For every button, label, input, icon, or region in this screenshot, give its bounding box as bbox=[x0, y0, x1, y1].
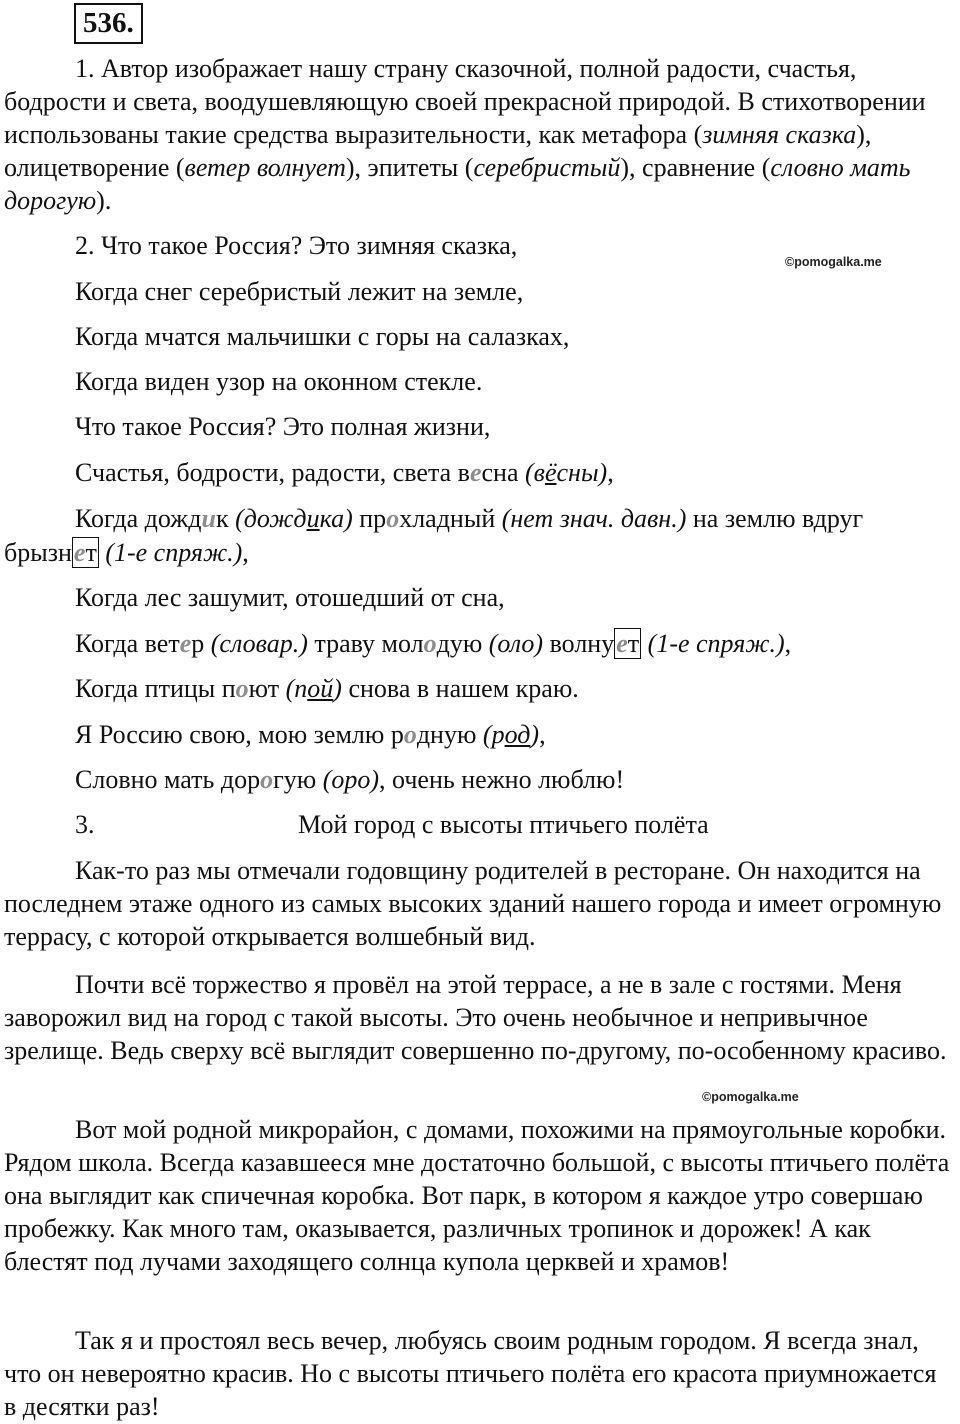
highlighted-letter: е bbox=[179, 629, 192, 658]
highlighted-letter: о bbox=[386, 504, 400, 533]
text: ). bbox=[96, 186, 112, 215]
text: ой bbox=[307, 674, 334, 703]
highlighted-letter: о bbox=[423, 629, 437, 658]
poem-line: Когда виден узор на оконном стекле. bbox=[75, 367, 483, 396]
grammar-note: (оро) bbox=[322, 765, 380, 794]
example-italic: ветер волнует bbox=[184, 153, 346, 182]
text: (дожд bbox=[235, 504, 307, 533]
text: Когда вет bbox=[75, 629, 180, 658]
text: , bbox=[242, 538, 249, 567]
text: сна bbox=[481, 458, 525, 487]
text: снова в нашем краю. bbox=[341, 674, 579, 703]
text: Когда птицы п bbox=[75, 674, 236, 703]
text: на землю вдруг bbox=[686, 504, 864, 533]
poem-line: 2. Что такое Россия? Это зимняя сказка, bbox=[75, 231, 518, 260]
text: т bbox=[85, 538, 97, 567]
highlighted-letter: и bbox=[201, 504, 216, 533]
text: , bbox=[784, 629, 792, 658]
text: к bbox=[215, 504, 236, 533]
example-italic: словно мать дорогую bbox=[4, 153, 911, 215]
grammar-note: (нет знач. давн.) bbox=[501, 504, 687, 533]
text: Словно мать дор bbox=[75, 765, 261, 794]
text: Когда дожд bbox=[75, 504, 202, 533]
grammar-note bbox=[525, 458, 607, 487]
text: гую bbox=[273, 765, 323, 794]
highlighted-letter: е bbox=[469, 458, 482, 487]
poem-line bbox=[75, 718, 546, 751]
text: пр bbox=[352, 504, 387, 533]
poem-line bbox=[75, 456, 614, 489]
text: ) bbox=[530, 720, 540, 749]
watermark: ©pomogalka.me bbox=[702, 1090, 799, 1104]
text: од bbox=[504, 720, 531, 749]
text: Счастья, бодрости, радости, света в bbox=[75, 458, 470, 487]
poem-line bbox=[75, 672, 579, 705]
text: ё bbox=[544, 458, 557, 487]
text: ), олицетворение ( bbox=[4, 120, 872, 182]
text: р bbox=[191, 629, 211, 658]
text: ют bbox=[248, 674, 286, 703]
poem-line: Когда мчатся мальчишки с горы на салазках, bbox=[75, 322, 570, 351]
text: , bbox=[539, 720, 546, 749]
watermark: ©pomogalka.me bbox=[785, 255, 882, 269]
text: и bbox=[306, 504, 320, 533]
example-italic: зимняя сказка bbox=[702, 120, 857, 149]
grammar-note bbox=[286, 674, 342, 703]
essay-title: Мой город с высоты птичьего полёта bbox=[298, 810, 709, 839]
highlighted-letter: е bbox=[616, 629, 628, 658]
poem-line-continuation bbox=[4, 536, 249, 569]
poem-line bbox=[75, 627, 791, 660]
text: ), эпитеты ( bbox=[345, 153, 474, 182]
text: , bbox=[607, 458, 614, 487]
text: 1. Автор изображает нашу страну сказочной, полной радости, счастья, бодрости и света, воодушевляющую своей прекрасной природой. В стихотворении использованы такие средства выразительности, как метафора ( bbox=[4, 54, 926, 149]
text: траву мол bbox=[307, 629, 424, 658]
poem-line: Что такое Россия? Это полная жизни, bbox=[75, 412, 491, 441]
grammar-note bbox=[483, 720, 539, 749]
grammar-note: (оло) bbox=[488, 629, 544, 658]
text: (п bbox=[285, 674, 308, 703]
poem-line: Когда лес зашумит, отошедший от сна, bbox=[75, 583, 505, 612]
grammar-note: (словар.) bbox=[210, 629, 308, 658]
answer-paragraph-1 bbox=[4, 52, 954, 217]
grammar-note: (1-е спряж.) bbox=[98, 538, 243, 567]
poem-line bbox=[75, 763, 624, 796]
poem-line: Когда снег серебристый лежит на земле, bbox=[75, 277, 524, 306]
essay-paragraph: Как-то раз мы отмечали годовщину родителей в ресторане. Он находится на последнем этаже одного из самых высоких зданий нашего города и имеет огромную террасу, с которой открывается волшебный вид. bbox=[4, 856, 942, 951]
ending-box bbox=[72, 537, 99, 568]
text: волну bbox=[543, 629, 615, 658]
essay-paragraph: Вот мой родной микрорайон, с домами, похожими на прямоугольные коробки. Рядом школа. Всегда казавшееся мне достаточно большой, с высоты птичьего полёта она выглядит как спичечная коробка. Вот парк, в котором я каждое утро совершаю пробежку. Как много там, оказывается, различных тропинок и дорожек! А как блестят под лучами заходящего солнца купола церквей и храмов! bbox=[4, 1115, 950, 1276]
essay-paragraph: Почти всё торжество я провёл на этой террасе, а не в зале с гостями. Меня заворожил вид на город с такой высоты. Это очень необычное и непривычное зрелище. Ведь сверху всё выглядит совершенно по-другому, по-особенному красиво. bbox=[4, 970, 947, 1065]
text: т bbox=[627, 629, 640, 658]
highlighted-letter: о bbox=[403, 720, 417, 749]
text: (в bbox=[525, 458, 545, 487]
section-number: 3. bbox=[75, 810, 95, 839]
text: Я Россию свою, мою землю р bbox=[75, 720, 404, 749]
highlighted-letter: о bbox=[260, 765, 274, 794]
grammar-note: (1-е спряж.) bbox=[641, 629, 785, 658]
text: ка) bbox=[319, 504, 353, 533]
text: сны) bbox=[556, 458, 608, 487]
highlighted-letter: е bbox=[73, 538, 86, 567]
text: (р bbox=[482, 720, 505, 749]
highlighted-letter: о bbox=[235, 674, 249, 703]
text: дую bbox=[436, 629, 489, 658]
text: дную bbox=[416, 720, 483, 749]
exercise-number: 536. bbox=[74, 3, 143, 44]
poem-line bbox=[75, 502, 863, 535]
essay-paragraph: Так я и простоял весь вечер, любуясь своим родным городом. Я всегда знал, что он невероятно красив. Но с высоты птичьего полёта его красота приумножается в десятки раз! bbox=[4, 1326, 937, 1421]
text: ) bbox=[333, 674, 342, 703]
text: ), сравнение ( bbox=[620, 153, 771, 182]
ending-box bbox=[614, 628, 641, 659]
grammar-note bbox=[235, 504, 353, 533]
text: , очень нежно люблю! bbox=[379, 765, 625, 794]
example-italic: серебристый bbox=[473, 153, 621, 182]
text: брызн bbox=[4, 538, 72, 567]
text: хладный bbox=[399, 504, 502, 533]
